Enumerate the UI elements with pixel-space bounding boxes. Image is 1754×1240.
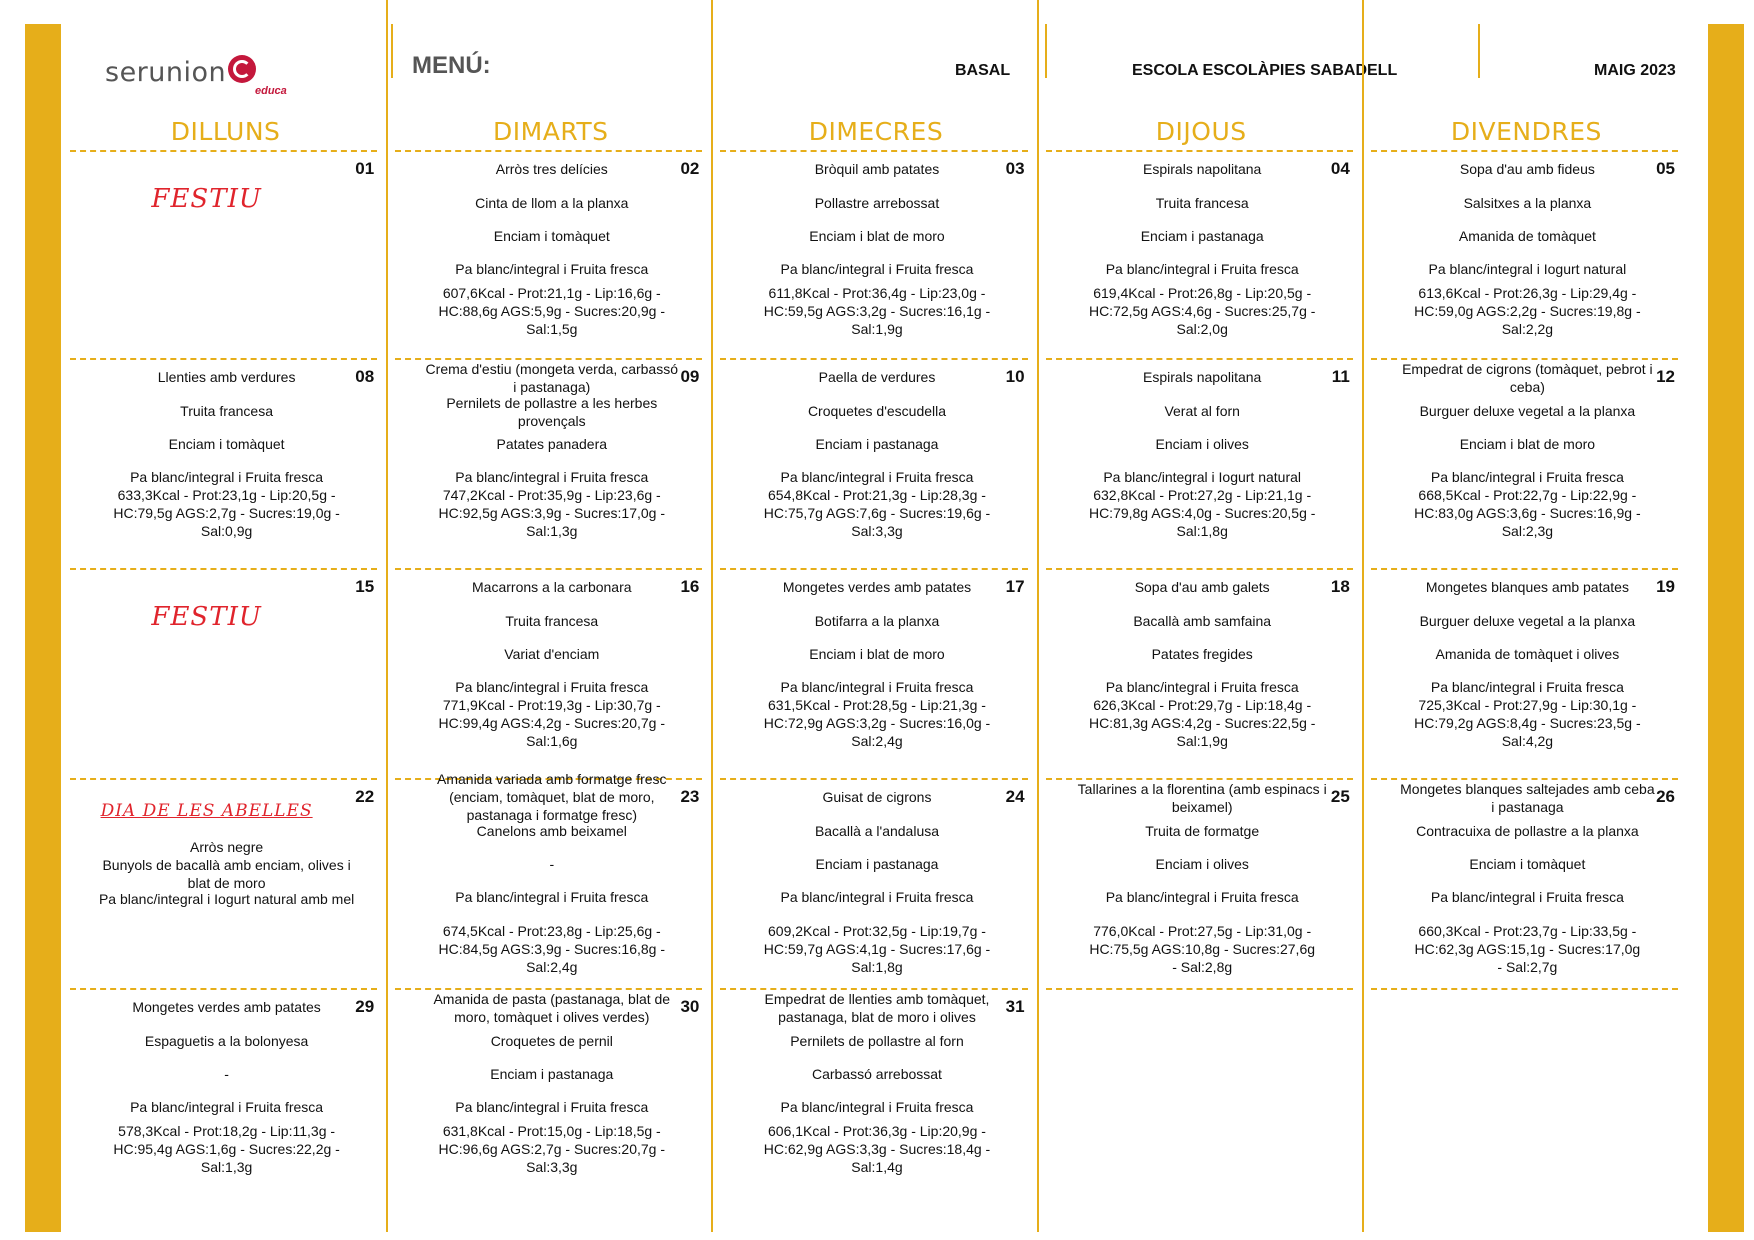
menu-dish: Truita francesa: [180, 403, 274, 419]
nutrition-info: 654,8Kcal - Prot:21,3g - Lip:28,3g - HC:75,7g AGS:7,6g - Sucres:19,6g - Sal:3,3g: [763, 487, 991, 539]
column-divider: [386, 0, 388, 1232]
day-number: 04: [1330, 159, 1350, 178]
school-name: ESCOLA ESCOLÀPIES SABADELL: [1132, 62, 1398, 79]
menu-dish: Enciam i pastanaga: [1140, 228, 1264, 244]
day-cell: [720, 362, 1033, 568]
day-number: 10: [1005, 367, 1025, 386]
column-divider: [711, 0, 713, 1232]
nutrition-info: 632,8Kcal - Prot:27,2g - Lip:21,1g - HC:79,8g AGS:4,0g - Sucres:20,5g - Sal:1,8g: [1088, 487, 1316, 539]
day-cell: [70, 992, 383, 1230]
menu-dish: Bacallà amb samfaina: [1133, 613, 1272, 629]
menu-dish: Cinta de llom a la planxa: [475, 195, 629, 211]
menu-dish: Bunyols de bacallà amb enciam, olives i blat de moro: [102, 857, 351, 891]
day-cell: [1371, 362, 1684, 568]
menu-dish: Enciam i blat de moro: [809, 228, 945, 244]
menu-dish: Amanida de tomàquet: [1458, 228, 1596, 244]
menu-dish: Canelons amb beixamel: [476, 823, 627, 839]
menu-dish: Contracuixa de pollastre a la planxa: [1416, 823, 1639, 839]
nutrition-info: 725,3Kcal - Prot:27,9g - Lip:30,1g - HC:79,2g AGS:8,4g - Sucres:23,5g - Sal:4,2g: [1414, 697, 1641, 749]
menu-dish: Macarrons a la carbonara: [472, 579, 632, 595]
day-cell: [1371, 572, 1684, 778]
column-divider: [1362, 0, 1364, 1232]
day-number: 31: [1005, 997, 1025, 1016]
day-number: 11: [1331, 367, 1350, 386]
menu-dish: Croquetes de pernil: [490, 1033, 613, 1049]
day-cell: [70, 362, 383, 568]
row-divider: [1371, 150, 1678, 152]
nutrition-info: 578,3Kcal - Prot:18,2g - Lip:11,3g - HC:95,4g AGS:1,6g - Sucres:22,2g - Sal:1,3g: [113, 1123, 340, 1175]
day-number: 09: [680, 367, 700, 386]
day-cell: [395, 771, 708, 988]
menu-dish: Pollastre arrebossat: [814, 195, 940, 211]
menu-dish: Pernilets de pollastre a les herbes provençals: [446, 395, 658, 429]
menu-dish: Pa blanc/integral i Fruita fresca: [455, 469, 649, 485]
logo-subtext: educa: [255, 85, 287, 97]
day-number: 12: [1656, 367, 1675, 386]
menu-dish: Pa blanc/integral i Fruita fresca: [780, 889, 974, 905]
menu-dish: Verat al forn: [1164, 403, 1240, 419]
day-number: 15: [355, 577, 375, 596]
row-divider: [720, 568, 1027, 570]
row-divider: [1046, 150, 1353, 152]
row-divider: [70, 778, 377, 780]
menu-dish: Pernilets de pollastre al forn: [790, 1033, 964, 1049]
menu-dish: Croquetes d'escudella: [807, 403, 947, 419]
menu-dish: Enciam i pastanaga: [815, 856, 939, 872]
menu-dish: Pa blanc/integral i Iogurt natural: [1103, 469, 1302, 485]
day-cell: [1046, 362, 1359, 568]
menu-dish: -: [549, 856, 555, 872]
nutrition-info: 776,0Kcal - Prot:27,5g - Lip:31,0g - HC:75,5g AGS:10,8g - Sucres:27,6g - Sal:2,8g: [1089, 923, 1316, 975]
right-accent-bar: [1708, 24, 1744, 1232]
menu-dish: Pa blanc/integral i Fruita fresca: [780, 469, 974, 485]
row-divider: [1371, 568, 1678, 570]
menu-dish: Patates fregides: [1151, 646, 1253, 662]
menu-dish: Pa blanc/integral i Fruita fresca: [780, 1099, 974, 1115]
menu-dish: Espaguetis a la bolonyesa: [144, 1033, 309, 1049]
day-cell: [720, 154, 1033, 358]
menu-dish: Sopa d'au amb galets: [1134, 579, 1270, 595]
menu-dish: Espirals napolitana: [1143, 369, 1262, 385]
menu-dish: Pa blanc/integral i Fruita fresca: [1105, 261, 1299, 277]
menu-dish: Pa blanc/integral i Fruita fresca: [455, 889, 649, 905]
menu-dish: Pa blanc/integral i Fruita fresca: [780, 261, 974, 277]
day-cell: [70, 572, 383, 778]
menu-dish: Pa blanc/integral i Fruita fresca: [1430, 889, 1624, 905]
day-number: 29: [355, 997, 375, 1016]
day-number: 05: [1656, 159, 1675, 178]
menu-dish: Paella de verdures: [818, 369, 936, 385]
day-cell: [1046, 992, 1359, 1230]
row-divider: [70, 568, 377, 570]
menu-dish: Llenties amb verdures: [157, 369, 296, 385]
menu-dish: Arròs tres delícies: [495, 161, 608, 177]
day-cell: [720, 572, 1033, 778]
day-number: 08: [355, 367, 375, 386]
menu-dish: Enciam i olives: [1155, 856, 1249, 872]
day-header-dimecres: DIMECRES: [808, 117, 944, 146]
menu-dish: Mongetes blanques saltejades amb ceba i pastanaga: [1400, 781, 1655, 815]
menu-dish: Mongetes verdes amb patates: [132, 999, 321, 1015]
row-divider: [70, 358, 377, 360]
nutrition-info: 613,6Kcal - Prot:26,3g - Lip:29,4g - HC:59,0g AGS:2,2g - Sucres:19,8g - Sal:2,2g: [1414, 285, 1641, 337]
menu-dish: Sopa d'au amb fideus: [1459, 161, 1595, 177]
row-divider: [1371, 988, 1678, 990]
diet-type: BASAL: [955, 62, 1011, 79]
menu-dish: Pa blanc/integral i Fruita fresca: [1105, 889, 1299, 905]
menu-dish: Pa blanc/integral i Fruita fresca: [1430, 679, 1624, 695]
menu-dish: Bròquil amb patates: [814, 161, 940, 177]
nutrition-info: 609,2Kcal - Prot:32,5g - Lip:19,7g - HC:59,7g AGS:4,1g - Sucres:17,6g - Sal:1,8g: [763, 923, 991, 975]
header-divider: [391, 24, 393, 78]
nutrition-info: 619,4Kcal - Prot:26,8g - Lip:20,5g - HC:72,5g AGS:4,6g - Sucres:25,7g - Sal:2,0g: [1088, 285, 1316, 337]
menu-dish: Enciam i tomàquet: [493, 228, 610, 244]
special-day-label: DIA DE LES ABELLES: [100, 801, 313, 821]
left-accent-bar: [25, 24, 61, 1232]
day-number: 24: [1005, 787, 1025, 806]
holiday-label: FESTIU: [151, 184, 262, 214]
day-cell: [1046, 572, 1359, 778]
nutrition-info: 660,3Kcal - Prot:23,7g - Lip:33,5g - HC:62,3g AGS:15,1g - Sucres:17,0g - Sal:2,7g: [1414, 923, 1641, 975]
menu-dish: Enciam i blat de moro: [1459, 436, 1596, 452]
menu-dish: Amanida de pasta (pastanaga, blat de moro, tomàquet i olives verdes): [433, 991, 671, 1025]
nutrition-info: 631,5Kcal - Prot:28,5g - Lip:21,3g - HC:72,9g AGS:3,2g - Sucres:16,0g - Sal:2,4g: [763, 697, 991, 749]
day-header-dijous: DIJOUS: [1155, 117, 1247, 146]
nutrition-info: 631,8Kcal - Prot:15,0g - Lip:18,5g - HC:96,6g AGS:2,7g - Sucres:20,7g - Sal:3,3g: [438, 1123, 666, 1175]
day-header-divendres: DIVENDRES: [1450, 117, 1602, 146]
menu-dish: Espirals napolitana: [1143, 161, 1262, 177]
day-cell: [720, 782, 1033, 988]
nutrition-info: 626,3Kcal - Prot:29,7g - Lip:18,4g - HC:81,3g AGS:4,2g - Sucres:22,5g - Sal:1,9g: [1088, 697, 1316, 749]
menu-dish: Pa blanc/integral i Fruita fresca: [1430, 469, 1624, 485]
menu-dish: Guisat de cigrons: [822, 789, 932, 805]
logo-text: serunion: [105, 57, 227, 88]
row-divider: [1046, 568, 1353, 570]
header-divider: [1478, 24, 1480, 78]
row-divider: [720, 150, 1027, 152]
menu-dish: -: [224, 1066, 229, 1082]
menu-dish: Amanida de tomàquet i olives: [1435, 646, 1620, 662]
day-cell: [395, 154, 708, 358]
menu-dish: Pa blanc/integral i Fruita fresca: [455, 261, 649, 277]
menu-dish: Truita francesa: [1155, 195, 1249, 211]
menu-dish: Enciam i pastanaga: [815, 436, 939, 452]
menu-dish: Carbassó arrebossat: [812, 1066, 942, 1082]
menu-dish: Enciam i blat de moro: [809, 646, 945, 662]
day-number: 23: [680, 787, 700, 806]
nutrition-info: 747,2Kcal - Prot:35,9g - Lip:23,6g - HC:92,5g AGS:3,9g - Sucres:17,0g - Sal:1,3g: [438, 487, 666, 539]
menu-calendar-grid: [70, 152, 1696, 1232]
row-divider: [395, 150, 702, 152]
day-number: 02: [680, 159, 700, 178]
day-number: 30: [680, 997, 700, 1016]
day-cell: [1371, 992, 1684, 1230]
menu-dish: Pa blanc/integral i Fruita fresca: [1105, 679, 1299, 695]
day-header-dimarts: DIMARTS: [493, 117, 609, 146]
day-number: 19: [1656, 577, 1675, 596]
day-cell: [1046, 782, 1359, 988]
menu-dish: Salsitxes a la planxa: [1463, 195, 1592, 211]
row-divider: [1046, 988, 1353, 990]
menu-dish: Empedrat de cigrons (tomàquet, pebrot i ceba): [1402, 361, 1653, 395]
nutrition-info: 674,5Kcal - Prot:23,8g - Lip:25,6g - HC:84,5g AGS:3,9g - Sucres:16,8g - Sal:2,4g: [438, 923, 666, 975]
column-divider: [1037, 0, 1039, 1232]
menu-dish: Pa blanc/integral i Fruita fresca: [130, 469, 324, 485]
day-cell: [1371, 154, 1684, 358]
day-number: 17: [1005, 577, 1025, 596]
menu-dish: Pa blanc/integral i Fruita fresca: [780, 679, 974, 695]
menu-dish: Tallarines a la florentina (amb espinacs i beixamel): [1077, 781, 1327, 815]
header-divider: [1045, 24, 1047, 78]
menu-dish: Pa blanc/integral i Iogurt natural: [1428, 261, 1627, 277]
menu-dish: Mongetes verdes amb patates: [782, 579, 972, 595]
holiday-label: FESTIU: [151, 602, 262, 632]
day-number: 26: [1656, 787, 1675, 806]
day-cell: [1371, 782, 1684, 988]
day-cell: [395, 992, 708, 1230]
nutrition-info: 611,8Kcal - Prot:36,4g - Lip:23,0g - HC:59,5g AGS:3,2g - Sucres:16,1g - Sal:1,9g: [763, 285, 991, 337]
menu-dish: Amanida variada amb formatge fresc (enciam, tomàquet, blat de moro, pastanaga i formatge fresc): [437, 771, 667, 823]
day-number: 25: [1330, 787, 1350, 806]
menu-dish: Arròs negre: [190, 839, 264, 855]
nutrition-info: 607,6Kcal - Prot:21,1g - Lip:16,6g - HC:88,6g AGS:5,9g - Sucres:20,9g - Sal:1,5g: [438, 285, 666, 337]
day-number: 22: [355, 787, 375, 806]
day-cell: [70, 782, 383, 988]
menu-label: MENÚ:: [412, 52, 491, 79]
menu-dish: Burguer deluxe vegetal a la planxa: [1419, 403, 1636, 419]
menu-dish: Patates panadera: [496, 436, 608, 452]
menu-dish: Enciam i pastanaga: [490, 1066, 614, 1082]
menu-dish: Pa blanc/integral i Fruita fresca: [455, 1099, 649, 1115]
menu-dish: Enciam i tomàquet: [1469, 856, 1586, 872]
menu-dish: Truita de formatge: [1145, 823, 1260, 839]
day-number: 18: [1330, 577, 1350, 596]
menu-dish: Truita francesa: [505, 613, 599, 629]
nutrition-info: 668,5Kcal - Prot:22,7g - Lip:22,9g - HC:83,0g AGS:3,6g - Sucres:16,9g - Sal:2,3g: [1414, 487, 1641, 539]
row-divider: [70, 988, 377, 990]
menu-dish: Bacallà a l'andalusa: [814, 823, 940, 839]
menu-dish: Burguer deluxe vegetal a la planxa: [1419, 613, 1636, 629]
menu-dish: Botifarra a la planxa: [814, 613, 940, 629]
day-header-dilluns: DILLUNS: [170, 117, 281, 146]
menu-dish: Pa blanc/integral i Iogurt natural amb mel: [98, 891, 355, 907]
day-number: 16: [680, 577, 700, 596]
menu-header: [0, 0, 1754, 110]
serunion-logo: [105, 57, 287, 97]
row-divider: [720, 778, 1027, 780]
menu-dish: Pa blanc/integral i Fruita fresca: [130, 1099, 324, 1115]
row-divider: [1046, 358, 1353, 360]
nutrition-info: 771,9Kcal - Prot:19,3g - Lip:30,7g - HC:99,4g AGS:4,2g - Sucres:20,7g - Sal:1,6g: [438, 697, 666, 749]
menu-dish: Empedrat de llenties amb tomàquet, pastanaga, blat de moro i olives: [764, 991, 990, 1025]
month-year: MAIG 2023: [1594, 62, 1676, 79]
day-cell: [1046, 154, 1359, 358]
day-cell: [70, 154, 383, 358]
day-cell: [395, 362, 708, 568]
day-cell: [395, 572, 708, 778]
day-cell: [720, 992, 1033, 1230]
menu-dish: Variat d'enciam: [504, 646, 600, 662]
day-number: 01: [355, 159, 375, 178]
row-divider: [395, 568, 702, 570]
nutrition-info: 633,3Kcal - Prot:23,1g - Lip:20,5g - HC:79,5g AGS:2,7g - Sucres:19,0g - Sal:0,9g: [113, 487, 340, 539]
menu-dish: Enciam i olives: [1155, 436, 1249, 452]
row-divider: [70, 150, 377, 152]
logo-swirl-icon: [228, 55, 256, 83]
menu-dish: Mongetes blanques amb patates: [1425, 579, 1629, 595]
nutrition-info: 606,1Kcal - Prot:36,3g - Lip:20,9g - HC:62,9g AGS:3,3g - Sucres:18,4g - Sal:1,4g: [763, 1123, 991, 1175]
day-number: 03: [1005, 159, 1025, 178]
menu-dish: Pa blanc/integral i Fruita fresca: [455, 679, 649, 695]
menu-dish: Crema d'estiu (mongeta verda, carbassó i pastanaga): [425, 361, 679, 395]
row-divider: [720, 358, 1027, 360]
menu-dish: Enciam i tomàquet: [168, 436, 285, 452]
